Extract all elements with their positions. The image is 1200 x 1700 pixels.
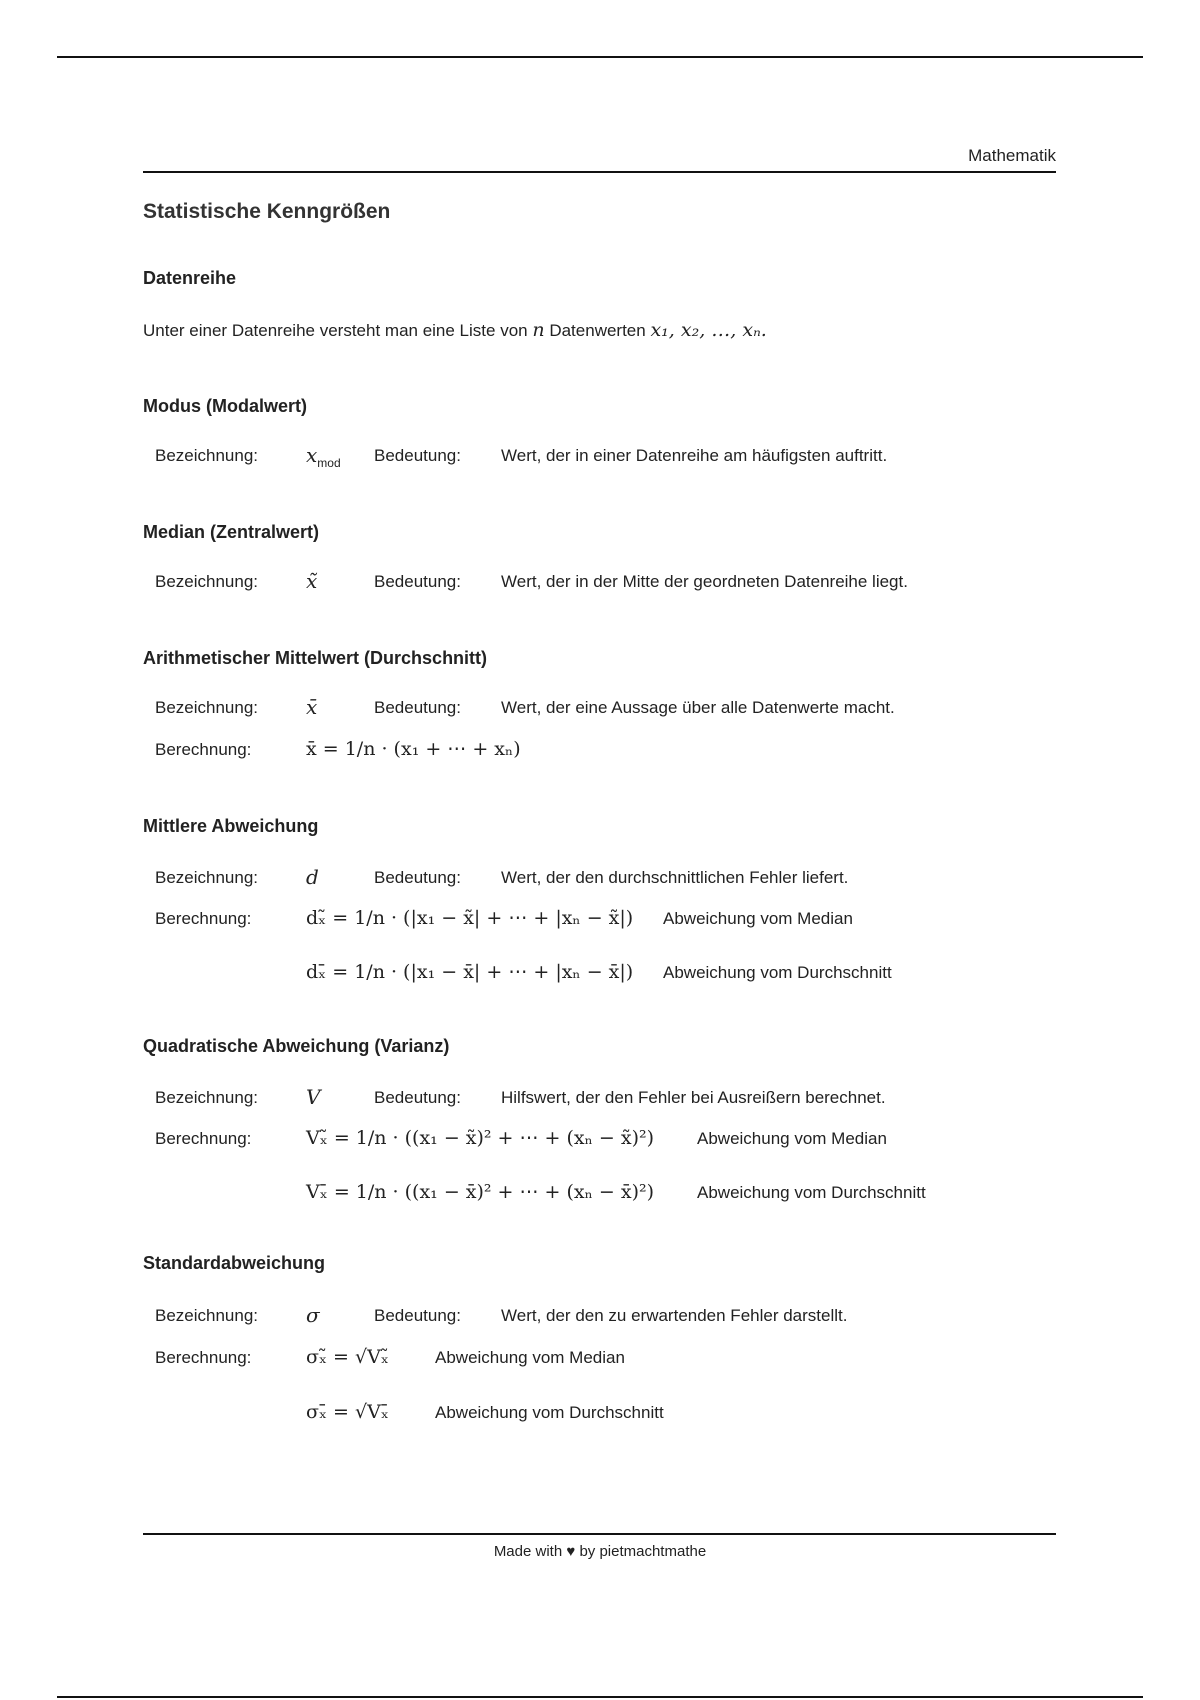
section-heading: Datenreihe	[143, 268, 237, 288]
n-symbol: n	[532, 319, 545, 341]
symbol-label: Bezeichnung:	[155, 446, 259, 465]
calc-label: Berechnung:	[155, 909, 252, 928]
page-title: Statistische Kenngrößen	[143, 200, 391, 223]
mad-median-note: Abweichung vom Median	[663, 909, 853, 928]
stddev-median-formula: σₓ̃ = √Vₓ̃	[306, 1346, 389, 1368]
heart-icon: ♥	[566, 1543, 576, 1560]
section-datenreihe	[143, 268, 1056, 341]
meaning-label: Bedeutung:	[374, 572, 461, 591]
variance-mean-note: Abweichung vom Durchschnitt	[697, 1183, 926, 1202]
top-page-rule	[57, 56, 1143, 58]
stddev-symbol: σ	[306, 1303, 320, 1327]
meaning-label: Bedeutung:	[374, 1306, 461, 1325]
modus-meaning: Wert, der in einer Datenreihe am häufigsten auftritt.	[501, 446, 888, 465]
section-mean	[143, 648, 1056, 760]
section-heading: Standardabweichung	[143, 1253, 326, 1273]
calc-label: Berechnung:	[155, 1129, 252, 1148]
footer-text-after: by pietmachtmathe	[579, 1543, 707, 1560]
section-modus	[143, 396, 1056, 470]
stddev-mean-note: Abweichung vom Durchschnitt	[435, 1403, 664, 1422]
mean-symbol: x̄	[306, 695, 318, 719]
section-variance	[143, 1036, 1056, 1203]
mad-symbol: d	[306, 865, 319, 889]
section-standard-deviation	[143, 1253, 1056, 1423]
symbol-label: Bezeichnung:	[155, 698, 259, 717]
stddev-median-note: Abweichung vom Median	[435, 1348, 625, 1367]
median-symbol: x̃	[306, 569, 318, 593]
intro-text-part1: Unter einer Datenreihe versteht man eine Liste von	[143, 321, 528, 340]
footer-credit	[0, 1543, 1200, 1560]
calc-label: Berechnung:	[155, 1348, 252, 1367]
section-mean-deviation	[143, 816, 1056, 983]
symbol-label: Bezeichnung:	[155, 1306, 259, 1325]
modus-symbol: $x_{mod}$	[306, 443, 341, 470]
intro-text-part2: Datenwerten	[549, 321, 646, 340]
symbol-label: Bezeichnung:	[155, 1088, 259, 1107]
footer-text-before: Made with	[493, 1543, 563, 1560]
section-heading: Modus (Modalwert)	[143, 396, 307, 416]
section-heading: Median (Zentralwert)	[143, 522, 320, 542]
symbol-label: Bezeichnung:	[155, 868, 259, 887]
mean-formula: x̄ = 1/n · (x₁ + ⋯ + xₙ)	[306, 738, 521, 760]
variance-median-formula: Vₓ̃ = 1/n · ((x₁ − x̃)² + ⋯ + (xₙ − x̃)²)	[306, 1127, 655, 1149]
intro-paragraph	[143, 319, 1056, 341]
bottom-page-rule	[57, 1696, 1143, 1698]
header-subject: Mathematik	[968, 146, 1056, 165]
variance-symbol: V	[306, 1085, 321, 1109]
meaning-label: Bedeutung:	[374, 1088, 461, 1107]
mad-mean-note: Abweichung vom Durchschnitt	[663, 963, 892, 982]
median-meaning: Wert, der in der Mitte der geordneten Datenreihe liegt.	[501, 572, 908, 591]
mad-mean-formula: dₓ̄ = 1/n · (|x₁ − x̄| + ⋯ + |xₙ − x̄|)	[306, 961, 634, 983]
mad-median-formula: dₓ̃ = 1/n · (|x₁ − x̃| + ⋯ + |xₙ − x̃|)	[306, 907, 634, 929]
section-heading: Arithmetischer Mittelwert (Durchschnitt)	[143, 648, 488, 668]
calc-label: Berechnung:	[155, 740, 252, 759]
variance-mean-formula: Vₓ̄ = 1/n · ((x₁ − x̄)² + ⋯ + (xₙ − x̄)²)	[306, 1181, 655, 1203]
footer-rule	[143, 1533, 1056, 1535]
stddev-meaning: Wert, der den zu erwartenden Fehler darstellt.	[501, 1306, 848, 1325]
section-heading: Mittlere Abweichung	[143, 816, 319, 836]
header-rule	[143, 171, 1056, 173]
symbol-label: Bezeichnung:	[155, 572, 259, 591]
meaning-label: Bedeutung:	[374, 698, 461, 717]
data-values-formula: x₁, x₂, …, xₙ.	[650, 319, 767, 341]
meaning-label: Bedeutung:	[374, 446, 461, 465]
meaning-label: Bedeutung:	[374, 868, 461, 887]
mean-meaning: Wert, der eine Aussage über alle Datenwerte macht.	[501, 698, 895, 717]
variance-median-note: Abweichung vom Median	[697, 1129, 887, 1148]
variance-meaning: Hilfswert, der den Fehler bei Ausreißern berechnet.	[501, 1088, 886, 1107]
section-heading: Quadratische Abweichung (Varianz)	[143, 1036, 450, 1056]
section-median	[143, 522, 1056, 593]
mad-meaning: Wert, der den durchschnittlichen Fehler liefert.	[501, 868, 849, 887]
stddev-mean-formula: σₓ̄ = √Vₓ̄	[306, 1401, 389, 1423]
